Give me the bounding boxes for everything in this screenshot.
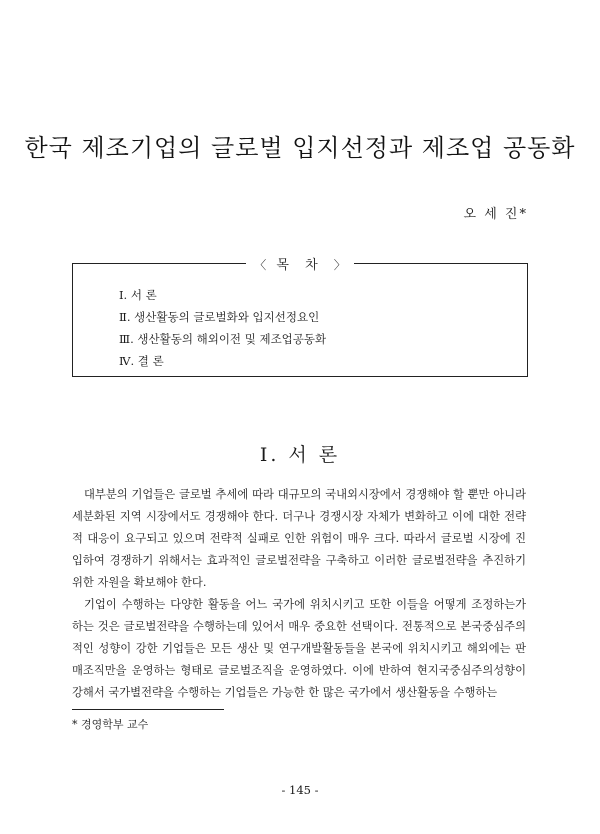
toc-heading-row — [73, 254, 527, 273]
paper-title: 한국 제조기업의 글로벌 입지선정과 제조업 공동화 — [24, 134, 576, 162]
footnote-divider — [72, 709, 224, 710]
chevron-right-icon: 〉 — [333, 258, 346, 272]
paragraph: 대부분의 기업들은 글로벌 추세에 따라 대규모의 국내외시장에서 경쟁해야 할 뿐만 아니라 세분화된 지역 시장에서도 경쟁해야 한다. 더구나 경쟁시장 자체가 변화하고 이에 대한 전략적 대응이 요구되고 있으며 전략적 실패로 인한 위험이 매우 크다. 따라서 글로벌 시장에 진입하여 경쟁하기 위해서는 효과적인 글로벌전략을 구축하고 이러한 글로벌전략을 추진하기 위한 자원을 확보해야 한다. — [72, 488, 526, 589]
section-heading: Ⅰ. 서 론 — [259, 444, 341, 466]
toc-item: Ⅲ. 생산활동의 해외이전 및 제조업공동화 — [119, 332, 327, 346]
chevron-left-icon: 〈 — [254, 258, 267, 272]
toc-item: Ⅳ. 결 론 — [119, 354, 164, 368]
author-name: 오 세 진* — [463, 207, 528, 222]
toc-item: Ⅰ. 서 론 — [119, 288, 157, 302]
toc-list — [119, 284, 326, 372]
body-text — [72, 484, 526, 704]
page-number: - 145 - — [281, 783, 319, 797]
paragraph: 기업이 수행하는 다양한 활동을 어느 국가에 위치시키고 또한 이들을 어떻게 조정하는가 하는 것은 글로벌전략을 수행하는데 있어서 매우 중요한 선택이다. 전통적으로 본국중심주의적인 성향이 강한 기업들은 모든 생산 및 연구개발활동들을 본국에 위치시키고 해외에는 판매조직만을 운영하는 형태로 글로벌조직을 운영하였다. 이에 반하여 현지국중심주의성향이 강해서 국가별전략을 수행하는 기업들은 가능한 한 많은 국가에서 생산활동을 수행하는 — [72, 598, 526, 699]
toc-heading: 목 차 — [276, 258, 324, 273]
table-of-contents — [72, 258, 528, 377]
toc-item: Ⅱ. 생산활동의 글로벌화와 입지선정요인 — [119, 310, 320, 324]
footnote: * 경영학부 교수 — [72, 718, 149, 731]
